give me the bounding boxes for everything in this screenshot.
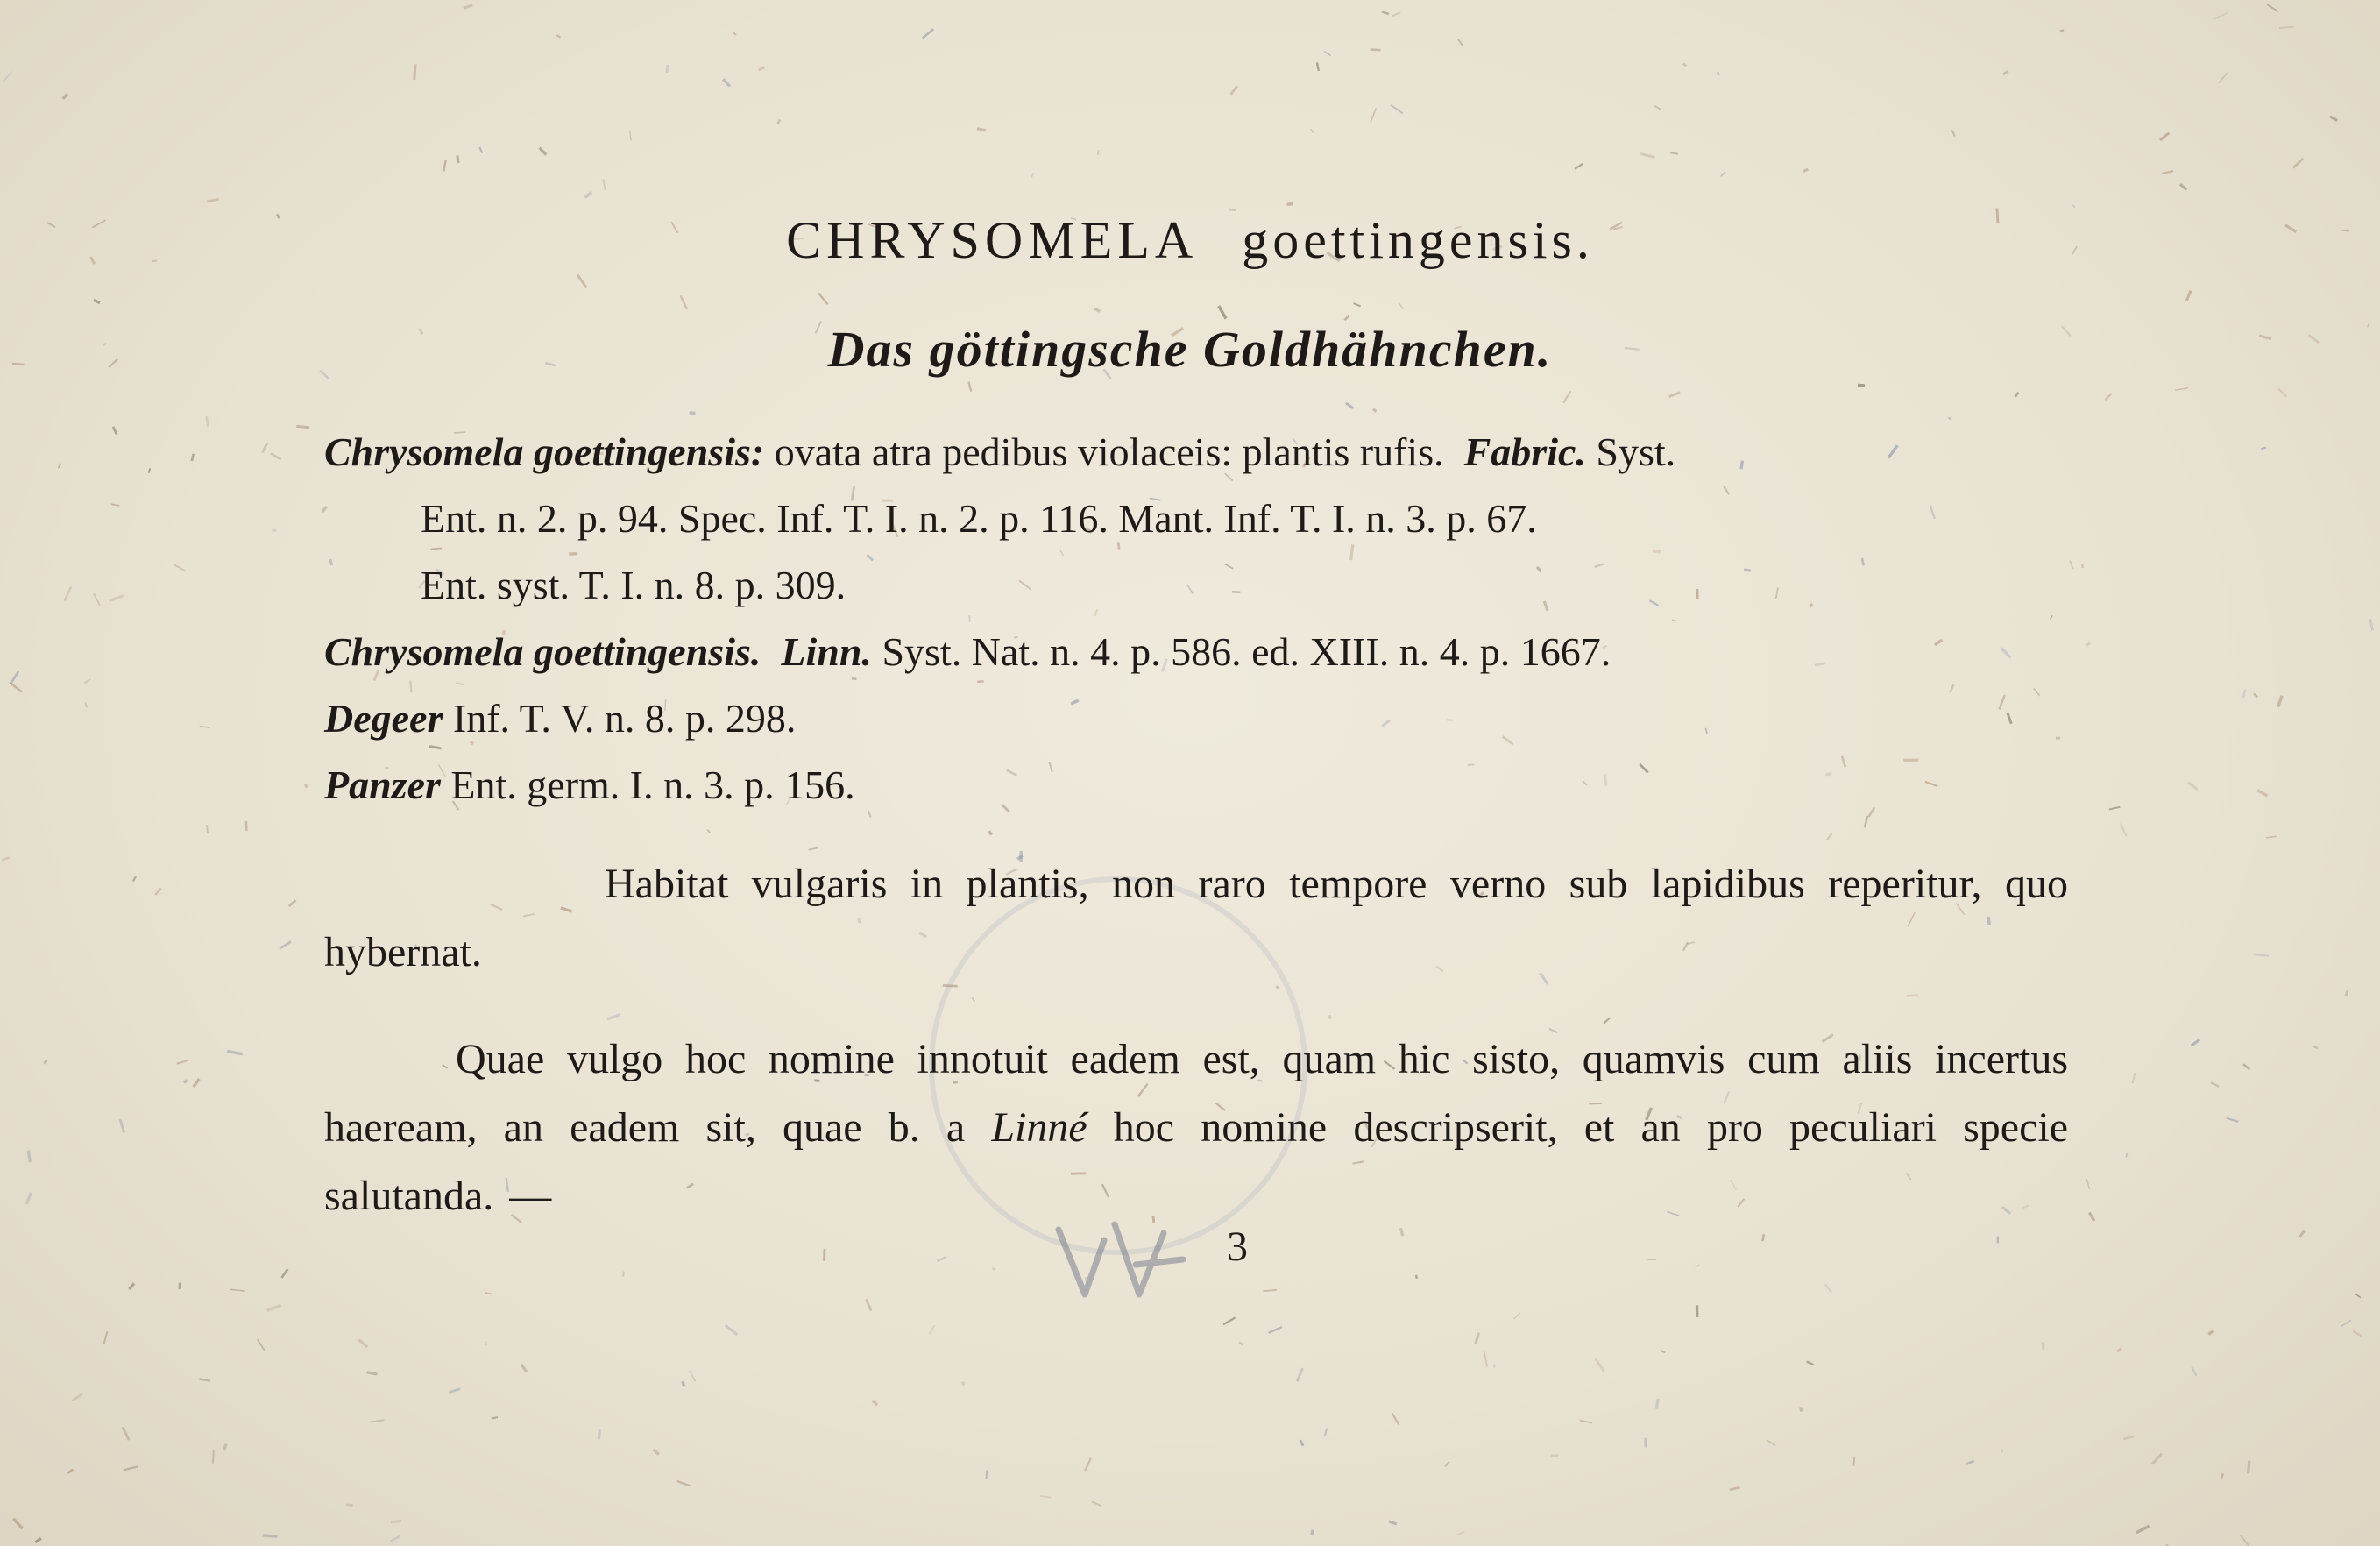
paper-fiber <box>2001 1449 2003 1452</box>
paper-fiber <box>577 275 586 288</box>
ref-text: Inf. T. V. n. 8. p. 298. <box>452 696 797 741</box>
paper-fiber <box>1416 1275 1417 1279</box>
paper-fiber <box>1661 1351 1665 1353</box>
title-species: goettingensis. <box>1242 211 1594 269</box>
paper-fiber <box>2257 791 2267 796</box>
paper-fiber <box>296 426 309 427</box>
paper-fiber <box>1231 86 1237 95</box>
paper-fiber <box>414 64 415 80</box>
ref-continuation: Ent. syst. T. I. n. 8. p. 309. <box>421 563 846 607</box>
paper-fiber <box>1389 1521 1396 1524</box>
paper-fiber <box>1297 1368 1302 1381</box>
paper-fiber <box>1268 1327 1282 1333</box>
paper-fiber <box>2162 171 2173 174</box>
paper-fiber <box>1484 1351 1487 1366</box>
ref-continuation: Ent. n. 2. p. 94. Spec. Inf. T. I. n. 2. p. 116. Mant. Inf. T. I. n. 3. p. 67. <box>421 496 1537 541</box>
paper-fiber <box>2213 13 2227 19</box>
paper-fiber <box>654 1450 659 1454</box>
paper-fiber <box>1239 1343 1243 1345</box>
reference-panzer <box>324 752 2077 819</box>
paper-fiber <box>129 1283 134 1289</box>
paper-fiber <box>370 1420 384 1422</box>
paper-fiber <box>1640 154 1654 158</box>
paper-fiber <box>263 1535 278 1536</box>
paper-fiber <box>1392 12 1401 17</box>
ref-text: Syst. Nat. n. 4. p. 586. ed. XIII. n. 4. p. 1667. <box>882 629 1611 674</box>
paper-fiber <box>2243 690 2245 698</box>
paper-fiber <box>2341 1320 2351 1326</box>
paper-fiber <box>94 593 100 605</box>
paper-fiber <box>267 1305 281 1310</box>
paper-fiber <box>607 1015 620 1019</box>
paper-fiber <box>2133 1073 2136 1083</box>
paper-fiber <box>1696 1265 1699 1267</box>
paper-fiber <box>2227 1118 2239 1122</box>
paper-fiber <box>2241 1535 2250 1546</box>
paper-fiber <box>72 1394 82 1401</box>
paper-fiber <box>2060 31 2064 32</box>
paper-fiber <box>1458 39 1463 46</box>
ref-author-secondary: Linn. <box>781 629 872 674</box>
paper-fiber <box>989 831 992 834</box>
paper-fiber <box>280 941 291 948</box>
paper-fiber <box>1391 105 1403 113</box>
paper-fiber <box>2254 693 2257 697</box>
paper-fiber <box>818 293 828 304</box>
paper-fiber <box>449 1388 460 1392</box>
paper-fiber <box>1329 1015 1331 1018</box>
paper-fiber <box>13 1519 23 1528</box>
paper-fiber <box>2254 954 2270 956</box>
paper-fiber <box>1300 1440 1303 1446</box>
paper-fiber <box>723 79 730 86</box>
paper-fiber <box>1354 303 1361 306</box>
paper-fiber <box>2175 388 2188 391</box>
paper-fiber <box>2123 1436 2134 1439</box>
paper-fiber <box>2300 1230 2305 1237</box>
paper-fiber <box>2330 117 2337 121</box>
paper-fiber <box>457 156 458 164</box>
paper-fiber <box>207 416 208 427</box>
paper-fiber <box>2208 1331 2213 1335</box>
paper-fiber <box>2089 1213 2094 1222</box>
paper-fiber <box>866 1299 871 1310</box>
paper-fiber <box>992 1268 995 1269</box>
paper-fiber <box>690 1371 696 1382</box>
paper-fiber <box>346 1505 353 1506</box>
paper-fiber <box>28 1151 30 1162</box>
paper-fiber <box>1858 385 1865 386</box>
paper-fiber <box>120 1119 124 1132</box>
ref-author-secondary: Fabric. <box>1463 429 1586 474</box>
paper-fiber <box>1324 52 1330 56</box>
paper-fiber <box>1801 1407 1802 1411</box>
paper-fiber <box>109 596 124 601</box>
paper-fiber <box>923 29 934 38</box>
paper-fiber <box>2261 448 2266 450</box>
paper-fiber <box>207 825 208 833</box>
paper-fiber <box>194 1079 200 1087</box>
paper-fiber <box>677 1481 691 1486</box>
paper-fiber <box>1730 1487 1740 1490</box>
paper-fiber <box>2180 184 2187 189</box>
paper-fiber <box>1656 1399 1658 1409</box>
paper-fiber <box>2211 1082 2219 1087</box>
paper-fiber <box>2126 1153 2127 1157</box>
remarks-text-part1: Quae vulgo hoc nomine innotuit eadem est, quam hic sisto, quamvis cum aliis incertus haeream, an eadem sit, quae b. a <box>324 1036 2068 1151</box>
ref-author: Panzer <box>324 762 441 807</box>
paper-fiber <box>1514 1313 1520 1319</box>
remarks-text-part2: hoc nomine descripserit, et an pro peculiari specie salutanda. — <box>324 1104 2069 1219</box>
paper-fiber <box>479 147 482 153</box>
ref-text: ovata atra pedibus violaceis: plantis rufis. <box>774 429 1444 474</box>
paper-fiber <box>1392 1414 1399 1425</box>
paper-fiber <box>733 32 736 35</box>
paper-fiber <box>111 504 120 506</box>
reference-degeer <box>324 685 2077 752</box>
paper-fiber <box>681 295 687 309</box>
paper-fiber <box>2 857 9 860</box>
reference-linnaeus <box>324 619 2077 685</box>
paper-fiber <box>391 1521 401 1522</box>
paper-fiber <box>2152 1454 2162 1464</box>
paper-fiber <box>2221 1474 2223 1479</box>
paper-fiber <box>2278 389 2286 397</box>
paper-fiber <box>464 5 472 9</box>
paper-fiber <box>521 1365 527 1372</box>
ref-text: Ent. germ. I. n. 3. p. 156. <box>450 762 855 807</box>
paper-fiber <box>177 1060 188 1064</box>
paper-fiber <box>1803 169 1809 171</box>
paper-fiber <box>1223 1317 1236 1324</box>
paper-fiber <box>2086 1179 2089 1189</box>
paper-fiber <box>2106 394 2112 400</box>
paper-fiber <box>2353 1331 2361 1336</box>
paper-fiber <box>174 564 185 571</box>
paper-fiber <box>1762 1234 1763 1241</box>
paper-fiber <box>1458 1532 1465 1535</box>
paper-fiber <box>262 443 267 452</box>
paper-fiber <box>11 671 18 684</box>
paper-fiber <box>1853 1457 1854 1466</box>
paper-fiber <box>1098 150 1099 155</box>
paper-fiber <box>2278 696 2283 707</box>
paper-fiber <box>1767 1440 1776 1445</box>
paper-fiber <box>2015 393 2019 397</box>
paper-fiber <box>630 131 632 141</box>
paper-fiber <box>1287 204 1293 205</box>
paper-fiber <box>223 1444 226 1451</box>
paper-fiber <box>1575 164 1583 169</box>
paper-fiber <box>1371 50 1381 51</box>
paper-fiber <box>3 72 12 82</box>
paper-fiber <box>305 784 306 787</box>
paper-fiber <box>271 453 281 459</box>
paper-fiber <box>2370 619 2373 630</box>
reference-list <box>324 419 2077 819</box>
paper-fiber <box>35 1538 40 1542</box>
paper-fiber <box>103 1331 107 1344</box>
page-subtitle: Das göttingsche Goldhähnchen. <box>827 321 1553 378</box>
paper-fiber <box>123 1427 129 1440</box>
paper-fiber <box>1721 172 1726 176</box>
paper-fiber <box>1371 109 1376 123</box>
paper-fiber <box>2219 72 2228 82</box>
paper-fiber <box>1669 393 1680 397</box>
paper-fiber <box>213 1450 214 1464</box>
remarks-author-linne: Linné <box>991 1104 1087 1151</box>
ref-author: Chrysomela goettingensis. <box>324 629 761 674</box>
paper-fiber <box>683 1381 684 1386</box>
paper-fiber <box>667 65 668 73</box>
paper-fiber <box>585 192 591 197</box>
paper-fiber <box>1445 1462 1449 1467</box>
paper-fiber <box>1654 106 1661 110</box>
paper-fiber <box>1031 173 1033 178</box>
paper-fiber <box>2267 4 2278 11</box>
paper-fiber <box>2188 783 2198 790</box>
paper-fiber <box>1399 304 1403 309</box>
paper-fiber <box>758 67 764 70</box>
page-number: 3 <box>1227 1223 1248 1270</box>
paper-fiber <box>1670 152 1678 153</box>
paper-fiber <box>258 1339 265 1351</box>
paper-fiber <box>1807 1361 1814 1365</box>
paper-fiber <box>2313 1046 2317 1048</box>
paper-fiber <box>184 1081 188 1083</box>
paper-fiber <box>1085 1458 1091 1471</box>
paper-fiber <box>2192 1367 2196 1376</box>
paper-fiber <box>207 199 219 202</box>
paper-fiber <box>603 180 605 191</box>
paper-fiber <box>2192 1039 2200 1046</box>
paper-fiber <box>1263 1290 1276 1291</box>
paper-fiber <box>192 454 194 461</box>
paper-fiber <box>1966 1461 1974 1464</box>
paper-fiber <box>968 381 971 391</box>
paper-fiber <box>1092 1501 1101 1506</box>
reference-fabricius <box>324 419 2077 619</box>
paper-fiber <box>2072 205 2075 208</box>
paper-fiber <box>2003 71 2008 74</box>
paper-fiber <box>2136 1526 2150 1532</box>
title-genus: CHRYSOMELA <box>786 211 1199 269</box>
paper-fiber <box>1580 1420 1592 1422</box>
ref-author: Chrysomela goettingensis: <box>324 429 765 474</box>
paper-fiber <box>1317 62 1319 71</box>
paper-fiber <box>65 587 71 601</box>
paper-fiber <box>26 1193 32 1204</box>
paper-fiber <box>148 468 150 472</box>
paper-fiber <box>2243 1064 2249 1069</box>
paper-fiber <box>391 1536 400 1542</box>
paper-fiber <box>977 129 986 131</box>
paper-fiber <box>2109 807 2120 810</box>
paper-fiber <box>1825 1284 1832 1293</box>
paper-fiber <box>623 1272 624 1277</box>
paper-fiber <box>1683 63 1686 66</box>
paper-fiber <box>133 876 136 882</box>
paper-fiber <box>540 148 547 155</box>
paper-fiber <box>289 900 296 906</box>
remarks-paragraph <box>324 1025 2068 1230</box>
paper-fiber <box>2346 990 2348 996</box>
ref-text: Syst. <box>1596 429 1676 474</box>
paper-fiber <box>707 830 711 833</box>
paper-fiber <box>599 1429 600 1439</box>
paper-fiber <box>358 1339 367 1347</box>
paper-fiber <box>200 1379 211 1381</box>
paper-fiber <box>1346 403 1353 408</box>
paper-fiber <box>2293 159 2303 168</box>
paper-fiber <box>1040 1496 1051 1498</box>
paper-fiber <box>930 1325 934 1334</box>
paper-fiber <box>84 679 90 684</box>
habitat-paragraph <box>324 850 2068 987</box>
paper-fiber <box>2086 643 2090 645</box>
paper-fiber <box>85 702 87 707</box>
paper-fiber <box>1094 308 1101 311</box>
paper-fiber <box>2186 291 2191 301</box>
ref-author: Degeer <box>324 696 443 741</box>
paper-fiber <box>777 120 780 124</box>
paper-fiber <box>230 1289 244 1291</box>
paper-fiber <box>1595 1358 1604 1372</box>
paper-fiber <box>2160 133 2169 140</box>
paper-fiber <box>94 300 100 302</box>
paper-fiber <box>67 1470 73 1473</box>
paper-fiber <box>63 95 67 99</box>
paper-fiber <box>987 1470 988 1479</box>
paper-fiber <box>1907 995 1918 996</box>
paper-fiber <box>1310 129 1314 133</box>
paper-fiber <box>2279 27 2294 28</box>
paper-fiber <box>227 1052 243 1054</box>
paper-fiber <box>1312 1529 1313 1535</box>
paper-fiber <box>726 1325 738 1335</box>
paper-fiber <box>1951 130 1954 136</box>
paper-fiber <box>45 1060 47 1064</box>
paper-fiber <box>281 1269 287 1278</box>
paper-fiber <box>2043 1342 2044 1349</box>
paper-fiber <box>962 1382 964 1386</box>
paper-fiber <box>2266 836 2277 838</box>
paper-fiber <box>1325 1428 1328 1436</box>
paper-fiber <box>2355 1294 2361 1298</box>
paper-fiber <box>124 1466 138 1470</box>
habitat-text: Habitat vulgaris in plantis, non raro tempore verno sub lapidibus reperitur, quo hybernat. <box>324 861 2068 975</box>
paper-fiber <box>155 888 160 895</box>
paper-fiber <box>1827 833 1832 840</box>
paper-fiber <box>937 1257 946 1260</box>
paper-fiber <box>113 427 117 434</box>
paper-fiber <box>1382 11 1389 14</box>
page-title <box>0 210 2380 271</box>
paper-fiber <box>873 1401 877 1405</box>
paper-fiber <box>1219 306 1226 319</box>
paper-fiber <box>556 35 560 38</box>
handwritten-mark <box>1052 1214 1201 1310</box>
paper-fiber <box>1373 409 1377 412</box>
paper-fiber <box>1604 1018 1610 1024</box>
paper-fiber <box>58 464 60 469</box>
paper-fiber <box>1563 391 1570 403</box>
paper-fiber <box>443 160 445 172</box>
paper-fiber <box>1476 1332 1479 1344</box>
paper-fiber <box>2121 823 2127 836</box>
paper-fiber <box>492 1417 498 1419</box>
paper-fiber <box>367 1372 378 1374</box>
paper-fiber <box>485 1293 492 1294</box>
paper-fiber <box>2117 1348 2121 1351</box>
